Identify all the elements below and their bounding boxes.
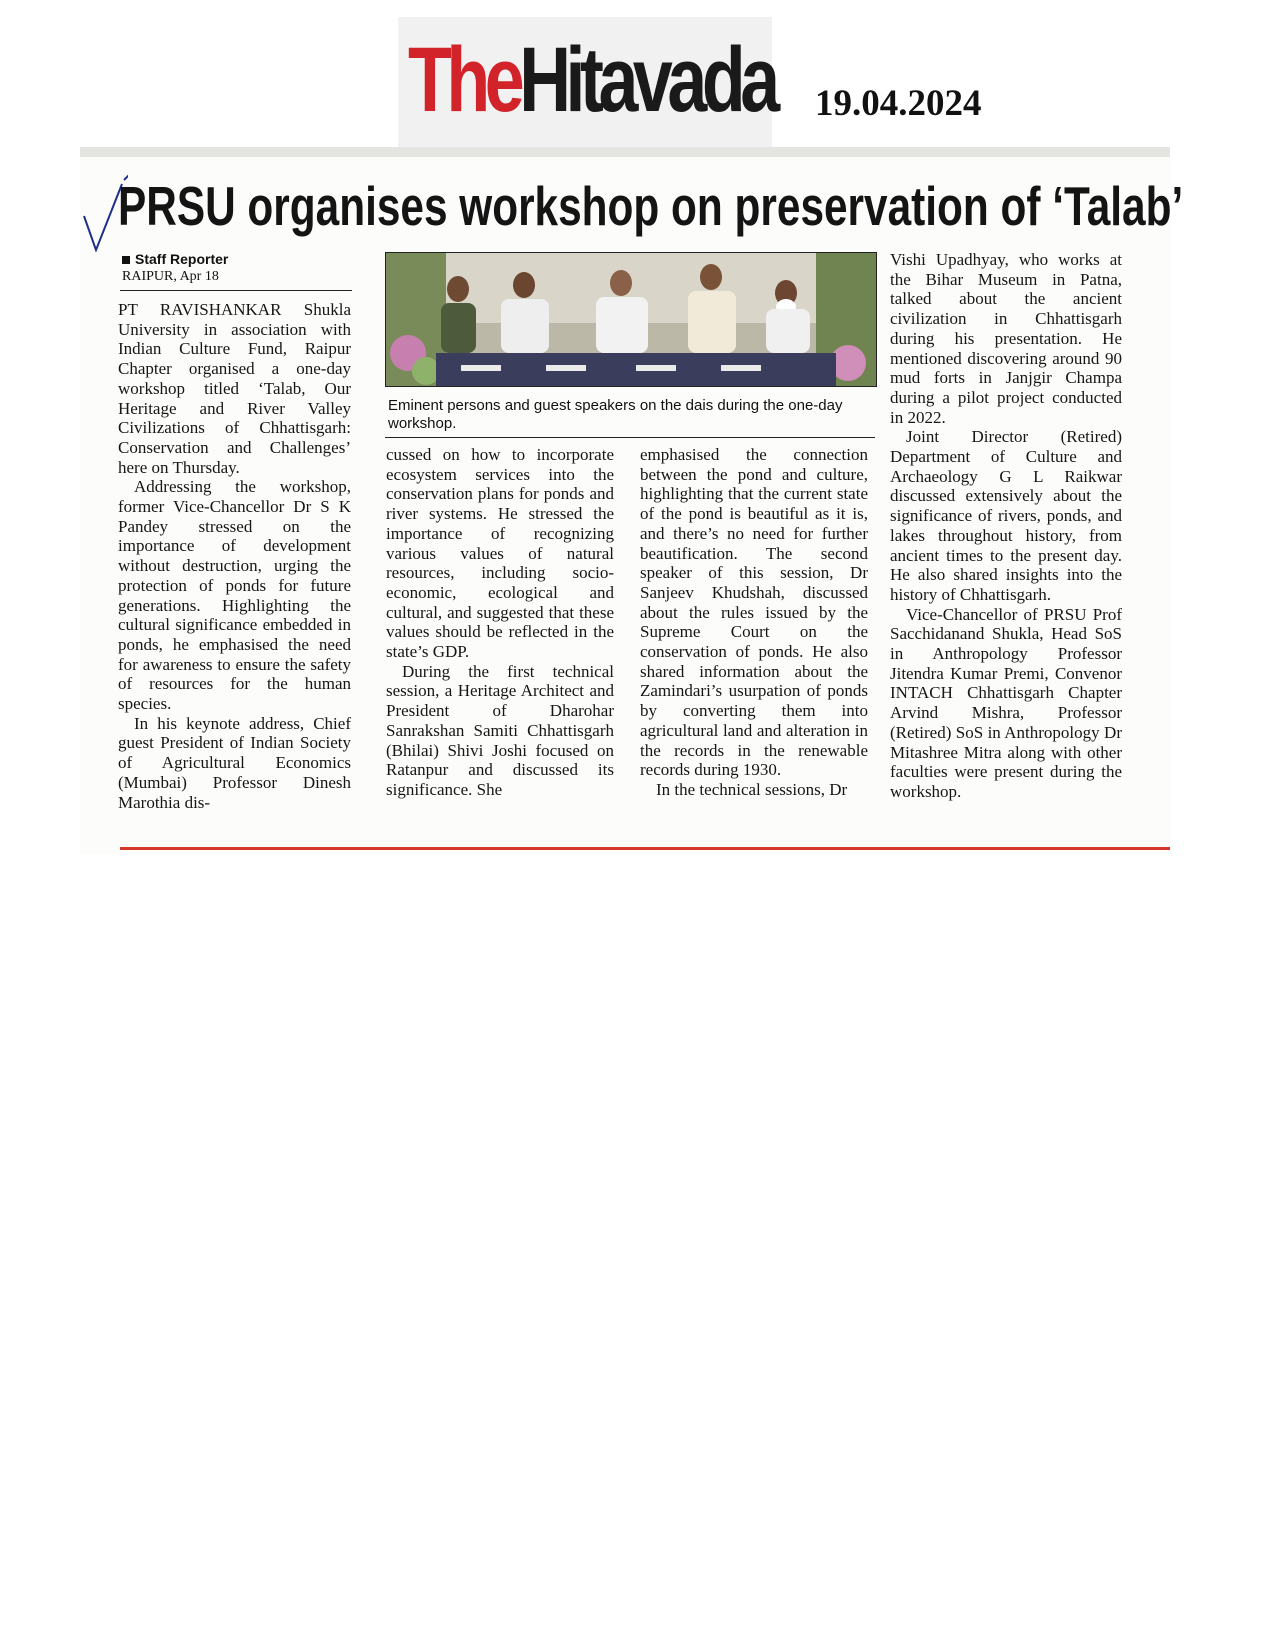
- article-column-1: [118, 300, 351, 812]
- reporter-name: Staff Reporter: [135, 251, 229, 267]
- article-column-3: [640, 445, 868, 800]
- dateline: RAIPUR, Apr 18: [122, 269, 219, 284]
- paragraph: Addressing the workshop, former Vice-Chancellor Dr S K Pandey stressed on the importance of development without destruction, urging the protection of ponds for future generations. Highlighting the cultural significance embedded in ponds, he emphasised the need for awareness to ensure the safety of resources for the human species.: [118, 477, 351, 714]
- newspaper-logo: TheHitavada: [408, 29, 775, 131]
- paragraph: PT RAVISHANKAR Shukla University in association with Indian Culture Fund, Raipur Chapter organised a one-day workshop titled ‘Talab, Our Heritage and River Valley Civilizations of Chhattisgarh: Conservation and Challenges’ here on Thursday.: [118, 300, 351, 477]
- paragraph: Joint Director (Retired) Department of Culture and Archaeology G L Raikwar discussed extensively about the significance of rivers, ponds, and lakes throughout history, from ancient times to the present day. He also shared insights into the history of Chhattisgarh.: [890, 427, 1122, 604]
- dais-photo-image: [386, 253, 876, 386]
- caption-divider: [385, 437, 875, 438]
- newspaper-clipping: [80, 147, 1184, 854]
- paragraph: cussed on how to incorporate ecosystem services into the conservation plans for ponds and river systems. He stressed the importance of recognizing various values of natural resources, including socio-economic, ecological and cultural, and suggested that these values should be reflected in the state’s GDP.: [386, 445, 614, 662]
- paragraph: During the first technical session, a Heritage Architect and President of Dharohar Sanrakshan Samiti Chhattisgarh (Bhilai) Shivi Joshi focused on Ratanpur and discussed its significance. She: [386, 661, 614, 799]
- reporter-credit: [122, 251, 350, 267]
- clipping-top-edge: [80, 147, 1170, 157]
- paragraph: Vice-Chancellor of PRSU Prof Sacchidanand Shukla, Head SoS in Anthropology Professor Jitendra Kumar Premi, Convenor INTACH Chhattisgarh Chapter Arvind Mishra, Professor (Retired) SoS in Anthropology Dr Mitashree Mitra along with other faculties were present during the workshop.: [890, 604, 1122, 801]
- bullet-square-icon: [122, 256, 130, 264]
- paragraph: In his keynote address, Chief guest President of Indian Society of Agricultural Economics (Mumbai) Professor Dinesh Marothia dis-: [118, 713, 351, 812]
- article-column-2: [386, 445, 614, 800]
- byline-divider: [120, 290, 352, 291]
- paragraph: In the technical sessions, Dr: [656, 779, 848, 799]
- photo-caption: Eminent persons and guest speakers on the dais during the one-day workshop.: [388, 397, 843, 432]
- clipping-bottom-rule: [120, 847, 1170, 850]
- article-column-4: [890, 250, 1122, 802]
- paragraph: Vishi Upadhyay, who works at the Bihar Museum in Patna, talked about the ancient civilization in Chhattisgarh during his presentation. He mentioned discovering around 90 mud forts in Janjgir Champa during a pilot project conducted in 2022.: [890, 250, 1122, 427]
- event-photo: [385, 252, 877, 387]
- headline: PRSU organises workshop on preservation of ‘Talab’: [118, 175, 1184, 237]
- paragraph: emphasised the connection between the pond and culture, highlighting that the current state of the pond is beautiful as it is, and there’s no need for further beautification. The second speaker of this session, Dr Sanjeev Khudshah, discussed about the rules issued by the Supreme Court on the conservation of ponds. He also shared information about the Zamindari’s usurpation of ponds by converting them into agricultural land and alteration in the records in the renewable records during 1930.: [640, 445, 868, 780]
- issue-date: 19.04.2024: [815, 83, 982, 124]
- byline: [122, 251, 350, 285]
